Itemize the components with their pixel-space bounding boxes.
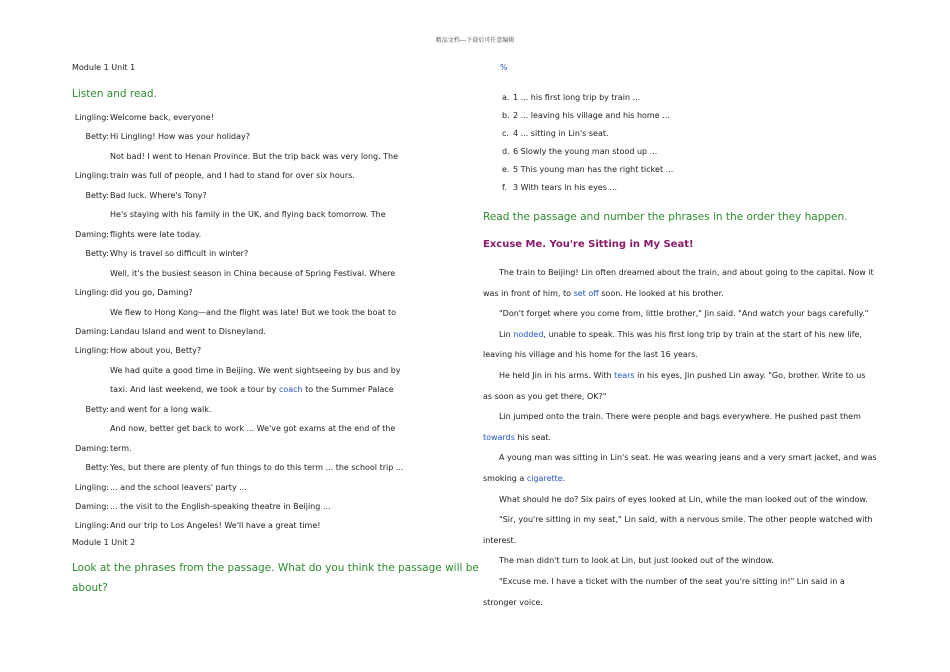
dialogue-text: Not bad! I went to Henan Province. But the trip back was very long. The xyxy=(110,151,399,161)
dialogue-text: Bad luck. Where's Tony? xyxy=(110,190,207,200)
passage-line: towards his seat. xyxy=(483,432,552,442)
dialogue-text: did you go, Daming? xyxy=(110,288,193,298)
dialogue-text: Landau Island and went to Disneyland. xyxy=(110,326,266,336)
speaker-name: Lingling: xyxy=(74,482,109,492)
speaker-name: Daming: xyxy=(75,229,109,239)
dialogue-text: Why is travel so difficult in winter? xyxy=(110,249,249,259)
option-text: 6 Slowly the young man stood up ... xyxy=(513,147,658,156)
speaker-name: Daming: xyxy=(75,502,109,511)
percent-mark: % xyxy=(500,63,508,72)
unit1-label: Module 1 Unit 1 xyxy=(72,63,136,72)
passage-line: stronger voice. xyxy=(483,597,543,607)
passage-line: "Don't forget where you come from, little brother," Jin said. "And watch your bags carefully." xyxy=(499,309,869,319)
glossary-word: tears xyxy=(614,371,635,380)
option-letter: e. xyxy=(502,165,510,174)
unit2-label: Module 1 Unit 2 xyxy=(72,538,136,547)
passage-line: interest. xyxy=(483,535,517,545)
option-text: 3 With tears in his eyes ... xyxy=(513,183,618,192)
passage-title: Excuse Me. You're Sitting in My Seat! xyxy=(483,239,694,250)
option-letter: a. xyxy=(502,93,510,102)
passage-line: The man didn't turn to look at Lin, but just looked out of the window. xyxy=(499,556,774,566)
passage-line: as soon as you get there, OK?" xyxy=(483,391,607,401)
speaker-name: Lingling: xyxy=(74,113,109,122)
order-heading: Read the passage and number the phrases in the order they happen. xyxy=(483,211,848,223)
speaker-name: Daming: xyxy=(75,443,109,453)
speaker-name: Lingling: xyxy=(74,288,109,298)
speaker-name: Lingling: xyxy=(74,171,109,181)
glossary-word: coach xyxy=(278,385,303,395)
dialogue-text: And now, better get back to work ... We've got exams at the end of the xyxy=(110,424,396,434)
glossary-word: towards xyxy=(483,432,515,442)
passage-line: Lin nodded, unable to speak. This was his first long trip by train at the start of his new life, xyxy=(499,329,862,339)
speaker-name: Daming: xyxy=(75,326,109,336)
passage-line: leaving his village and his home for the last 16 years. xyxy=(483,350,698,360)
speaker-name: Betty: xyxy=(85,463,109,473)
passage-line: The train to Beijing! Lin often dreamed about the train, and about going to the capital. Now it xyxy=(499,268,874,277)
dialogue-text: term. xyxy=(110,443,132,453)
dialogue-text: We flew to Hong Kong—and the flight was late! But we took the boat to xyxy=(110,307,397,317)
passage-line: "Sir, you're sitting in my seat," Lin said, with a nervous smile. The other people watched with xyxy=(499,515,873,525)
speaker-name: Betty: xyxy=(85,190,109,200)
dialogue-text: Well, it's the busiest season in China because of Spring Festival. Where xyxy=(110,268,396,278)
option-letter: c. xyxy=(502,129,509,138)
dialogue-text: How about you, Betty? xyxy=(110,346,202,356)
dialogue-text: Yes, but there are plenty of fun things to do this term ... the school trip ... xyxy=(110,463,404,473)
passage-line: What should he do? Six pairs of eyes looked at Lin, while the man looked out of the window. xyxy=(499,494,868,504)
option-item xyxy=(502,93,640,102)
option-text: 1 ... his first long trip by train ... xyxy=(513,93,641,102)
phrases-heading-line2: about? xyxy=(72,582,108,594)
option-letter: b. xyxy=(502,111,510,120)
dialogue-text: ... the visit to the English-speaking theatre in Beijing ... xyxy=(110,502,331,511)
dialogue-text: and went for a long walk. xyxy=(110,404,212,414)
speaker-name: Betty: xyxy=(85,249,109,259)
page-header: 精品文档---下载后可任意编辑 xyxy=(435,37,515,44)
dialogue-text: train was full of people, and I had to stand for over six hours. xyxy=(110,171,355,181)
option-item xyxy=(502,165,673,174)
option-letter: f. xyxy=(502,183,507,192)
glossary-word: set off xyxy=(573,288,599,298)
option-item xyxy=(502,111,670,120)
option-text: 5 This young man has the right ticket ... xyxy=(513,165,674,174)
dialogue-text: And our trip to Los Angeles! We'll have a great time! xyxy=(110,521,321,531)
option-text: 4 ... sitting in Lin's seat. xyxy=(513,129,609,138)
option-text: 2 ... leaving his village and his home ... xyxy=(513,111,670,120)
dialogue-text: ... and the school leavers' party ... xyxy=(110,482,247,492)
phrases-heading-line1: Look at the phrases from the passage. What do you think the passage will be xyxy=(72,562,479,574)
glossary-word: nodded xyxy=(513,329,544,339)
passage-line: smoking a cigarette. xyxy=(483,474,566,483)
dialogue-text: flights were late today. xyxy=(110,229,202,239)
speaker-name: Betty: xyxy=(85,132,109,142)
dialogue-text: We had quite a good time in Beijing. We went sightseeing by bus and by xyxy=(110,365,401,375)
passage-line: "Excuse me. I have a ticket with the number of the seat you're sitting in!" Lin said in a xyxy=(499,577,845,586)
dialogue-text: Welcome back, everyone! xyxy=(110,113,214,122)
speaker-name: Lingling: xyxy=(74,521,109,531)
option-item xyxy=(502,129,609,138)
passage-line: A young man was sitting in Lin's seat. He was wearing jeans and a very smart jacket, and was xyxy=(499,453,877,463)
dialogue-text: He's staying with his family in the UK, and flying back tomorrow. The xyxy=(110,210,386,220)
option-letter: d. xyxy=(502,147,510,156)
speaker-name: Betty: xyxy=(85,404,109,414)
dialogue-text: taxi. And last weekend, we took a tour by coach to the Summer Palace xyxy=(110,385,394,395)
option-item xyxy=(502,147,657,156)
listen-heading: Listen and read. xyxy=(72,88,157,100)
passage-line: was in front of him, to set off soon. He looked at his brother. xyxy=(483,288,724,298)
dialogue-text: Hi Lingling! How was your holiday? xyxy=(110,132,251,142)
speaker-name: Lingling: xyxy=(74,346,109,356)
passage-line: He held Jin in his arms. With tears in his eyes, Jin pushed Lin away. "Go, brother. Write to us xyxy=(499,371,866,380)
passage-line: Lin jumped onto the train. There were people and bags everywhere. He pushed past them xyxy=(499,412,861,422)
glossary-word: cigarette xyxy=(526,474,563,483)
option-item xyxy=(502,183,617,192)
